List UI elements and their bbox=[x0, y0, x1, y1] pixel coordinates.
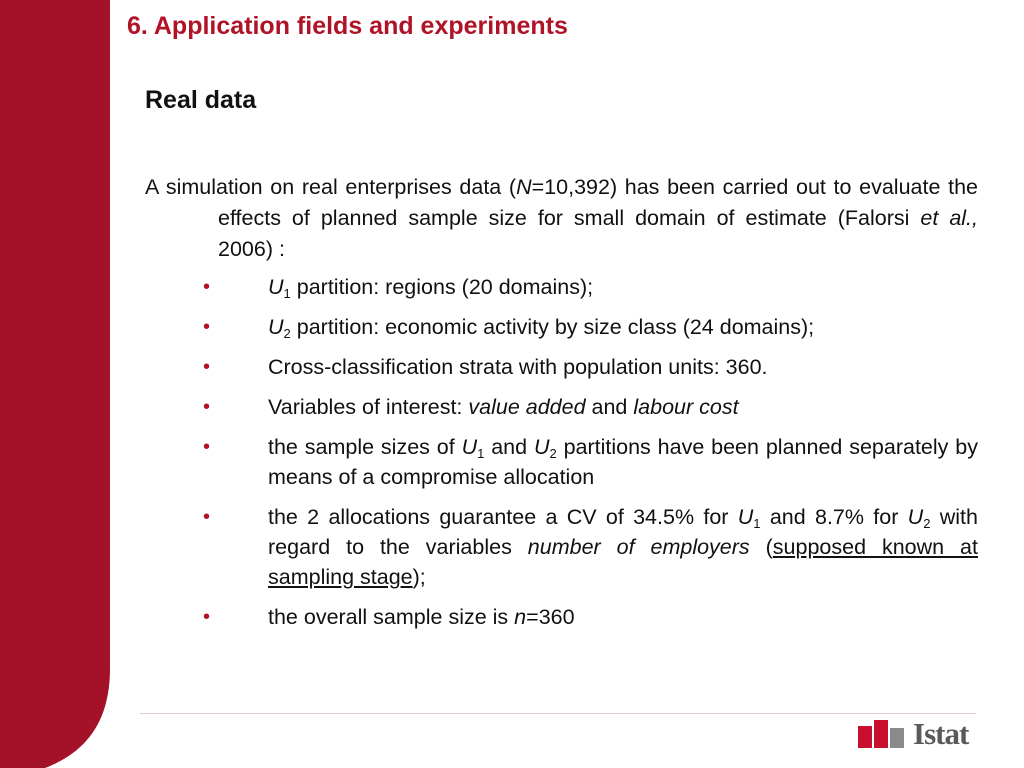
list-item: • $U_1$ partition: regions (20 domains); bbox=[145, 272, 978, 302]
list-item: • $U_2$ partition: economic activity by size class (24 domains); bbox=[145, 312, 978, 342]
list-item: • Cross-classification strata with population units: 360. bbox=[145, 352, 978, 382]
list-item: • Variables of interest: value added and labour cost bbox=[145, 392, 978, 422]
intro-paragraph: A simulation on real enterprises data (N=10,392) has been carried out to evaluate the effects of planned sample size for small domain of estimate (Falorsi et al., 2006) : bbox=[145, 175, 979, 261]
bullet-icon: • bbox=[203, 436, 211, 458]
bullet-icon: • bbox=[203, 356, 211, 378]
list-item: • the sample sizes of $U_1$ and $U_2$ partitions have been planned separately by means of a compromise allocation bbox=[145, 432, 978, 492]
slide-title: 6. Application fields and experiments bbox=[127, 12, 568, 40]
bullet-list bbox=[145, 272, 978, 642]
bullet-icon: • bbox=[203, 276, 211, 298]
list-item: • the overall sample size is n=360 bbox=[145, 602, 978, 632]
istat-logo-text: Istat bbox=[913, 716, 969, 751]
bullet-icon: • bbox=[203, 606, 211, 628]
bullet-icon: • bbox=[203, 396, 211, 418]
footer-divider bbox=[140, 713, 976, 714]
bullet-icon: • bbox=[203, 316, 211, 338]
list-item: • the 2 allocations guarantee a CV of 34.5% for $U_1$ and 8.7% for $U_2$ with regard to the variables number of employers (supposed known at sampling stage); bbox=[145, 502, 978, 592]
bullet-icon: • bbox=[203, 506, 211, 528]
sidebar-decoration bbox=[0, 0, 140, 768]
slide-subtitle: Real data bbox=[145, 86, 257, 114]
